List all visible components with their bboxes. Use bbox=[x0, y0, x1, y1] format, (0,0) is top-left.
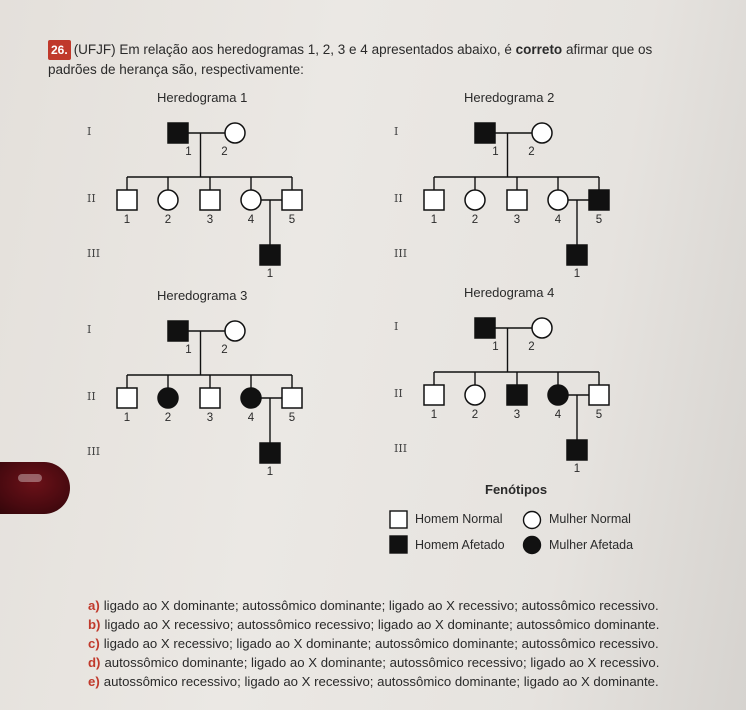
pedigree-3 bbox=[85, 288, 325, 478]
individual-number: 2 bbox=[221, 146, 228, 158]
gen3-son bbox=[260, 245, 280, 265]
gen3-son bbox=[567, 440, 587, 460]
answer-letter: b) bbox=[88, 617, 101, 632]
legend-normal-male: Homem Normal bbox=[415, 512, 503, 526]
answer-letter: d) bbox=[88, 655, 101, 670]
individual-number: 1 bbox=[123, 214, 131, 226]
individual-number: 1 bbox=[573, 268, 581, 280]
gen1-mother bbox=[225, 123, 245, 143]
individual-number: 5 bbox=[595, 409, 603, 421]
answer-text: autossômico dominante; ligado ao X dominante; autossômico recessivo; ligado ao X recessivo. bbox=[104, 655, 660, 670]
question-line-2: padrões de herança são, respectivamente: bbox=[48, 62, 304, 77]
pedigree-2 bbox=[392, 90, 632, 280]
individual-number: 1 bbox=[266, 268, 274, 280]
individual-number: 1 bbox=[266, 466, 274, 478]
individual-number: 3 bbox=[206, 214, 214, 226]
pedigree-title: Heredograma 1 bbox=[157, 90, 248, 105]
gen3-son bbox=[260, 443, 280, 463]
gen2-individual-4 bbox=[241, 190, 261, 210]
gen2-individual-1 bbox=[424, 190, 444, 210]
gen2-individual-3 bbox=[507, 190, 527, 210]
generation-label: III bbox=[87, 247, 101, 260]
question-header bbox=[48, 40, 738, 80]
pedigree-diagram bbox=[85, 95, 325, 270]
gen2-individual-4 bbox=[241, 388, 261, 408]
answer-letter: a) bbox=[88, 598, 100, 613]
individual-number: 1 bbox=[430, 214, 438, 226]
question-line-1 bbox=[48, 40, 738, 60]
individual-number: 3 bbox=[513, 214, 521, 226]
nail-shine bbox=[18, 474, 42, 482]
gen2-individual-4 bbox=[548, 190, 568, 210]
question-text-bold: correto bbox=[515, 42, 563, 57]
gen2-individual-2 bbox=[465, 385, 485, 405]
fingertip-with-nail bbox=[0, 462, 70, 514]
pedigree-1 bbox=[85, 90, 325, 280]
gen2-individual-1 bbox=[424, 385, 444, 405]
pedigree-diagram bbox=[85, 293, 325, 468]
answer-text: ligado ao X recessivo; ligado ao X dominante; autossômico dominante; autossômico recessivo. bbox=[103, 636, 659, 651]
individual-number: 3 bbox=[206, 412, 214, 424]
generation-label: III bbox=[394, 247, 408, 260]
gen2-individual-3 bbox=[507, 385, 527, 405]
generation-label: III bbox=[394, 442, 408, 455]
individual-number: 1 bbox=[185, 344, 192, 356]
individual-number: 2 bbox=[164, 214, 172, 226]
generation-label: I bbox=[87, 323, 92, 336]
gen1-mother bbox=[532, 123, 552, 143]
pedigree-diagram bbox=[392, 290, 632, 465]
legend-normal-female: Mulher Normal bbox=[549, 512, 631, 526]
legend-affected-female: Mulher Afetada bbox=[549, 538, 634, 552]
answer-text: autossômico recessivo; ligado ao X recessivo; autossômico dominante; ligado ao X dominante. bbox=[103, 674, 659, 689]
individual-number: 4 bbox=[247, 412, 255, 424]
question-text-before: Em relação aos heredogramas 1, 2, 3 e 4 apresentados abaixo, é bbox=[115, 42, 516, 57]
generation-label: II bbox=[87, 390, 96, 403]
legend-affected-male: Homem Afetado bbox=[415, 538, 505, 552]
individual-number: 1 bbox=[573, 463, 581, 475]
gen2-individual-3 bbox=[200, 388, 220, 408]
answer-e[interactable] bbox=[88, 672, 738, 691]
affected-female-symbol bbox=[522, 535, 544, 555]
answer-letter: c) bbox=[88, 636, 100, 651]
normal-male-symbol bbox=[389, 510, 409, 530]
gen1-mother bbox=[225, 321, 245, 341]
question-text-after: afirmar que os bbox=[562, 42, 653, 57]
pedigree-title: Heredograma 3 bbox=[157, 288, 248, 303]
gen1-mother bbox=[532, 318, 552, 338]
individual-number: 1 bbox=[492, 341, 499, 353]
answer-a[interactable] bbox=[88, 596, 738, 615]
individual-number: 3 bbox=[513, 409, 521, 421]
individual-number: 2 bbox=[528, 146, 535, 158]
gen2-individual-4 bbox=[548, 385, 568, 405]
individual-number: 1 bbox=[123, 412, 131, 424]
individual-number: 1 bbox=[430, 409, 438, 421]
pedigree-title: Heredograma 4 bbox=[464, 285, 555, 300]
question-number: 26. bbox=[48, 40, 71, 60]
phenotype-legend bbox=[385, 478, 675, 558]
affected-male-symbol bbox=[389, 535, 409, 555]
individual-number: 2 bbox=[471, 214, 479, 226]
individual-number: 5 bbox=[288, 214, 296, 226]
individual-number: 1 bbox=[492, 146, 499, 158]
individual-number: 2 bbox=[528, 341, 535, 353]
gen2-individual-5 bbox=[282, 388, 302, 408]
individual-number: 4 bbox=[554, 214, 562, 226]
pedigree-4 bbox=[392, 285, 632, 475]
generation-label: I bbox=[394, 320, 399, 333]
individual-number: 2 bbox=[164, 412, 172, 424]
pedigree-diagram bbox=[392, 95, 632, 270]
individual-number: 1 bbox=[185, 146, 192, 158]
individual-number: 4 bbox=[554, 409, 562, 421]
gen2-individual-1 bbox=[117, 190, 137, 210]
generation-label: II bbox=[87, 192, 96, 205]
answer-text: ligado ao X recessivo; autossômico recessivo; ligado ao X dominante; autossômico dominante. bbox=[104, 617, 660, 632]
answer-options bbox=[88, 596, 738, 691]
gen1-father bbox=[168, 321, 188, 341]
gen1-father bbox=[168, 123, 188, 143]
pedigree-title: Heredograma 2 bbox=[464, 90, 555, 105]
gen2-individual-2 bbox=[158, 190, 178, 210]
question-source: (UFJF) bbox=[73, 42, 116, 57]
generation-label: I bbox=[87, 125, 92, 138]
generation-label: III bbox=[87, 445, 101, 458]
gen2-individual-5 bbox=[282, 190, 302, 210]
normal-female-symbol bbox=[522, 510, 544, 530]
gen2-individual-5 bbox=[589, 190, 609, 210]
gen1-father bbox=[475, 123, 495, 143]
answer-d[interactable] bbox=[88, 653, 738, 672]
legend-title: Fenótipos bbox=[485, 482, 548, 497]
generation-label: II bbox=[394, 192, 403, 205]
gen2-individual-2 bbox=[465, 190, 485, 210]
gen2-individual-1 bbox=[117, 388, 137, 408]
gen2-individual-3 bbox=[200, 190, 220, 210]
gen1-father bbox=[475, 318, 495, 338]
answer-text: ligado ao X dominante; autossômico dominante; ligado ao X recessivo; autossômico recessivo. bbox=[103, 598, 659, 613]
generation-label: I bbox=[394, 125, 399, 138]
answer-b[interactable] bbox=[88, 615, 738, 634]
individual-number: 4 bbox=[247, 214, 255, 226]
gen2-individual-5 bbox=[589, 385, 609, 405]
individual-number: 5 bbox=[288, 412, 296, 424]
gen3-son bbox=[567, 245, 587, 265]
answer-letter: e) bbox=[88, 674, 100, 689]
individual-number: 2 bbox=[471, 409, 479, 421]
individual-number: 5 bbox=[595, 214, 603, 226]
gen2-individual-2 bbox=[158, 388, 178, 408]
answer-c[interactable] bbox=[88, 634, 738, 653]
generation-label: II bbox=[394, 387, 403, 400]
individual-number: 2 bbox=[221, 344, 228, 356]
